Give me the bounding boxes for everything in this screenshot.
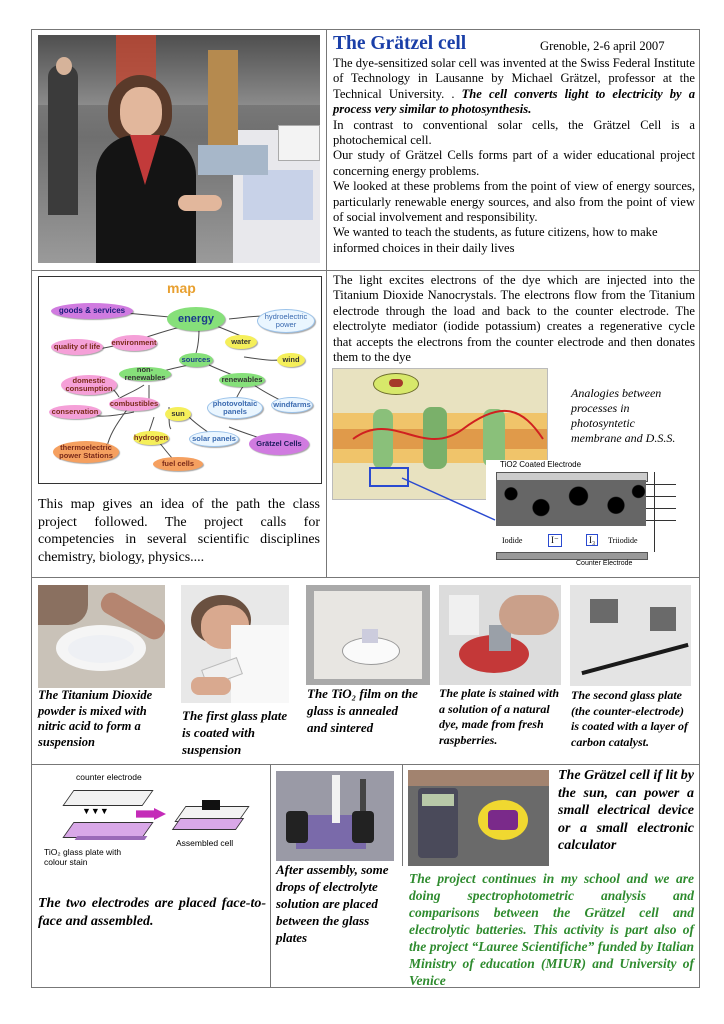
map-node-gratzel: Grätzel Cells: [249, 433, 309, 455]
map-node-water: water: [225, 335, 257, 349]
map-node-sun: sun: [165, 407, 191, 421]
step2-photo: [181, 585, 289, 703]
dssc-diagram: [486, 460, 682, 572]
iodide-label: Iodide: [502, 536, 523, 545]
map-node-nonrenew: non-renewables: [119, 367, 171, 381]
concept-map: [38, 276, 322, 484]
mechanism-text: The light excites electrons of the dye which are injected into the Titanium Dioxide Nanocrystals. The electrons flow from the Titanium electrode through the load and back to the counter electrode. The electrolyte mediator (iodide potassium) creates a regenerative cycle that accepts the electrons from the counter electrode and then donates them to the dye: [333, 273, 695, 365]
step2-caption: The first glass plate is coated with suspension: [182, 708, 288, 757]
intro-p1-emphasis: The cell converts light to electricity by a process very similar to photosynthesis.: [333, 86, 696, 117]
step5-caption: The second glass plate (the counter-electrode) is coated with a layer of carbon catalyst.: [571, 688, 688, 749]
place-date: Grenoble, 2-6 april 2007: [540, 39, 665, 53]
tio2-electrode-label: TiO2 Coated Electrode: [500, 460, 582, 469]
step1-caption: The Titanium Dioxide powder is mixed with nitric acid to form a suspension: [38, 688, 153, 749]
counter-electrode-label: counter electrode: [76, 772, 142, 782]
map-node-domestic: domestic consumption: [61, 375, 117, 395]
map-node-hydro: hydroelectric power: [257, 309, 315, 333]
counter-electrode-layer: [496, 552, 648, 560]
lit-caption: The Grätzel cell if lit by the sun, can power a small electrical device or a small electronic calculator: [558, 768, 694, 853]
assembled-cell-label: Assembled cell: [176, 838, 234, 848]
map-node-environment: environment: [111, 335, 157, 351]
electrolyte-photo: [276, 771, 394, 861]
tio2-plate-label: TiO₂ glass plate with colour stain: [44, 847, 122, 867]
counter-electrode-plate: [62, 790, 153, 806]
step3-caption: The TiO₂ film on the glass is annealed and sintered: [307, 686, 418, 735]
assembly-caption: The two electrodes are placed face-to-face and assembled.: [38, 896, 266, 929]
map-node-pv: photovoltaic panels: [207, 397, 263, 419]
electrolyte-caption: After assembly, some drops of electrolyte solution are placed between the glass plates: [276, 862, 389, 945]
step4-caption: The plate is stained with a solution of a natural dye, made from fresh raspberries.: [439, 686, 560, 747]
map-node-conservation: conservation: [49, 405, 101, 419]
step4-photo: [439, 585, 561, 685]
map-node-windfarms: windfarms: [271, 397, 313, 413]
intro-p3: Our study of Grätzel Cells forms part of a wider educational project concerning energy problems.: [333, 148, 695, 178]
calculator-photo: [408, 770, 549, 866]
map-node-fuel: fuel cells: [153, 457, 203, 471]
counter-electrode-diagram-label: Counter Electrode: [576, 560, 633, 567]
i3-label: I₃: [586, 534, 598, 546]
step5-photo: [570, 585, 691, 686]
map-node-sources: sources: [179, 353, 213, 367]
intro-p5: We wanted to teach the students, as future citizens, how to make informed choices in their daily lives: [333, 225, 658, 255]
map-node-energy: energy: [167, 307, 225, 331]
intro-p1: The dye-sensitized solar cell was invented at the Swiss Federal Institute of Technology in Lausanne by Michael Grätzel, professor at the Technical University. .: [333, 56, 695, 101]
map-title: map: [167, 280, 196, 296]
map-node-wind: wind: [277, 353, 305, 367]
map-node-quality: quality of life: [51, 339, 103, 355]
map-node-combustibles: combustibles: [109, 397, 159, 411]
map-node-solar: solar panels: [189, 431, 239, 447]
step1-photo: [38, 585, 165, 688]
intro-p2: In contrast to conventional solar cells, the Grätzel Cell is a photochemical cell.: [333, 117, 695, 148]
map-node-thermo: thermoelectric power Stations: [53, 441, 119, 463]
map-caption: This map gives an idea of the path the class project followed. The project calls for competencies in several scientific disciplines chemistry, biology, physics....: [38, 497, 320, 565]
zoom-arrow: [400, 460, 500, 530]
map-node-goods: goods & services: [51, 303, 133, 319]
assembly-diagram: [38, 768, 268, 868]
down-arrows: ▼▼▼: [82, 806, 109, 816]
presenter-photo: [38, 35, 320, 263]
intro-p4: We looked at these problems from the point of view of energy sources, particularly renewable energy sources, and also from the point of view of social involvement and responsibility.: [333, 179, 695, 225]
triiodide-label: Triiodide: [608, 536, 638, 545]
title-row: [333, 33, 695, 55]
nanocrystal-layer: [496, 480, 646, 526]
assembly-arrow: [136, 808, 166, 820]
intro-text: [333, 56, 695, 256]
i-minus-label: I⁻: [548, 534, 562, 547]
map-node-hydrogen: hydrogen: [133, 431, 169, 445]
step3-photo: [306, 585, 430, 685]
continue-text: The project continues in my school and we are doing spectrophotometric analysis and comparisons between the Grätzel cell and electrolytic batteries. This activity is part also of the project “Lauree Scientifiche” funded by Italian Ministry of education (MIUR) and University of Venice: [409, 871, 694, 988]
analogy-caption: Analogies between processes in photosyntetic membrane and D.S.S.: [571, 386, 676, 445]
page-title: The Grätzel cell: [333, 33, 467, 54]
map-node-renew: renewables: [219, 373, 265, 387]
